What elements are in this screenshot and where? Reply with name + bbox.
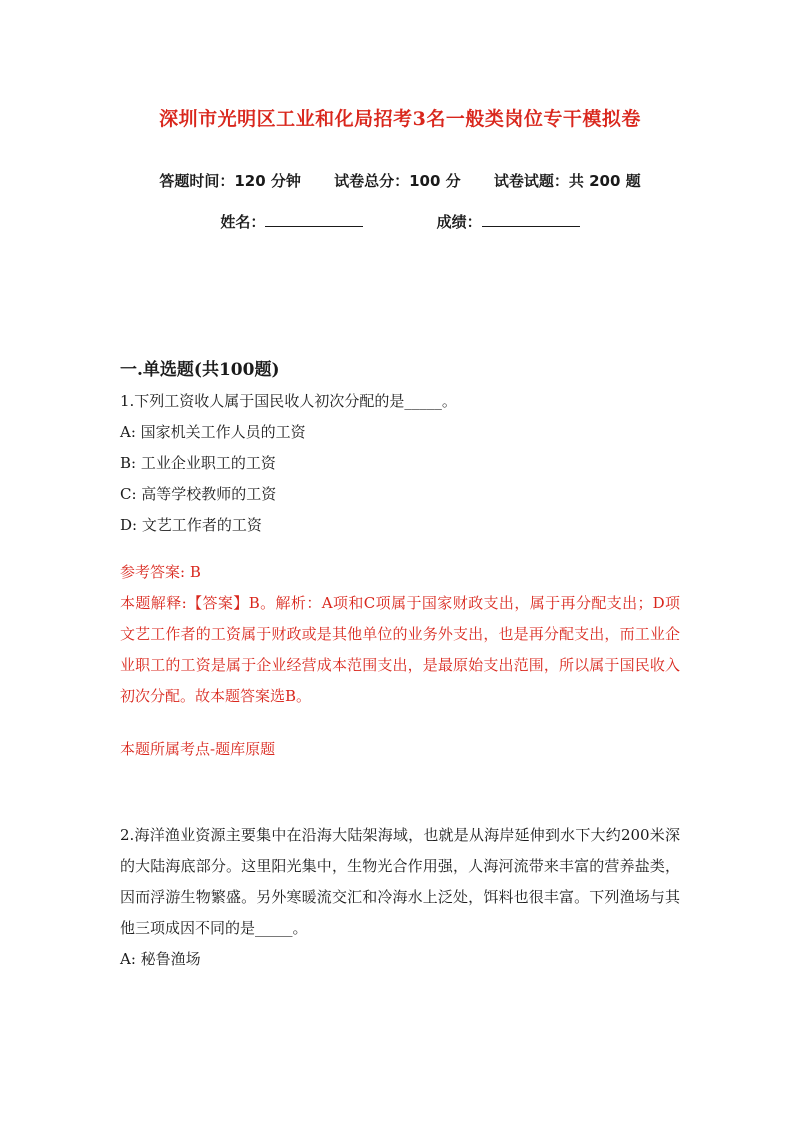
question-1-explanation: 本题解释:【答案】B。解析：A项和C项属于国家财政支出，属于再分配支出；D项文艺工作者的工资属于财政或是其他单位的业务外支出，也是再分配支出，而工业企业职工的工资是属于企业经营成本范围支出，是最原始支出范围，所以属于国民收入初次分配。故本题答案选B。 [120,594,680,705]
name-blank [265,212,363,227]
grade-blank [482,212,580,227]
question-1-option-b: B: 工业企业职工的工资 [120,454,276,472]
exam-meta [0,170,800,191]
question-1-stem: 1.下列工资收人属于国民收人初次分配的是_____。 [120,392,457,410]
name-label: 姓名： [220,213,266,231]
question-1-option-d: D: 文艺工作者的工资 [120,516,262,534]
question-1-answer: 参考答案: B [120,563,201,581]
question-1-option-a: A: 国家机关工作人员的工资 [120,423,306,441]
exam-content [120,355,680,975]
exam-time: 答题时间：120 分钟 [159,172,301,190]
name-field [220,211,363,232]
question-1-source: 本题所属考点-题库原题 [120,740,276,758]
candidate-fields [0,211,800,232]
exam-title: 深圳市光明区工业和化局招考3名一般类岗位专干模拟卷 [159,108,641,130]
exam-question-count: 试卷试题：共 200 题 [493,172,641,190]
grade-field [437,211,580,232]
grade-label: 成绩： [436,213,482,231]
question-1-option-c: C: 高等学校教师的工资 [120,485,277,503]
section-title: 一.单选题(共100题) [120,360,280,380]
question-2-stem: 2.海洋渔业资源主要集中在沿海大陆架海域，也就是从海岸延伸到水下大约200米深的大陆海底部分。这里阳光集中，生物光合作用强，人海河流带来丰富的营养盐类，因而浮游生物繁盛。另外寒暖流交汇和冷海水上泛处，饵料也很丰富。下列渔场与其他三项成因不同的是_____。 [120,826,680,937]
exam-total-score: 试卷总分：100 分 [334,172,461,190]
question-2-option-a: A: 秘鲁渔场 [120,950,201,968]
